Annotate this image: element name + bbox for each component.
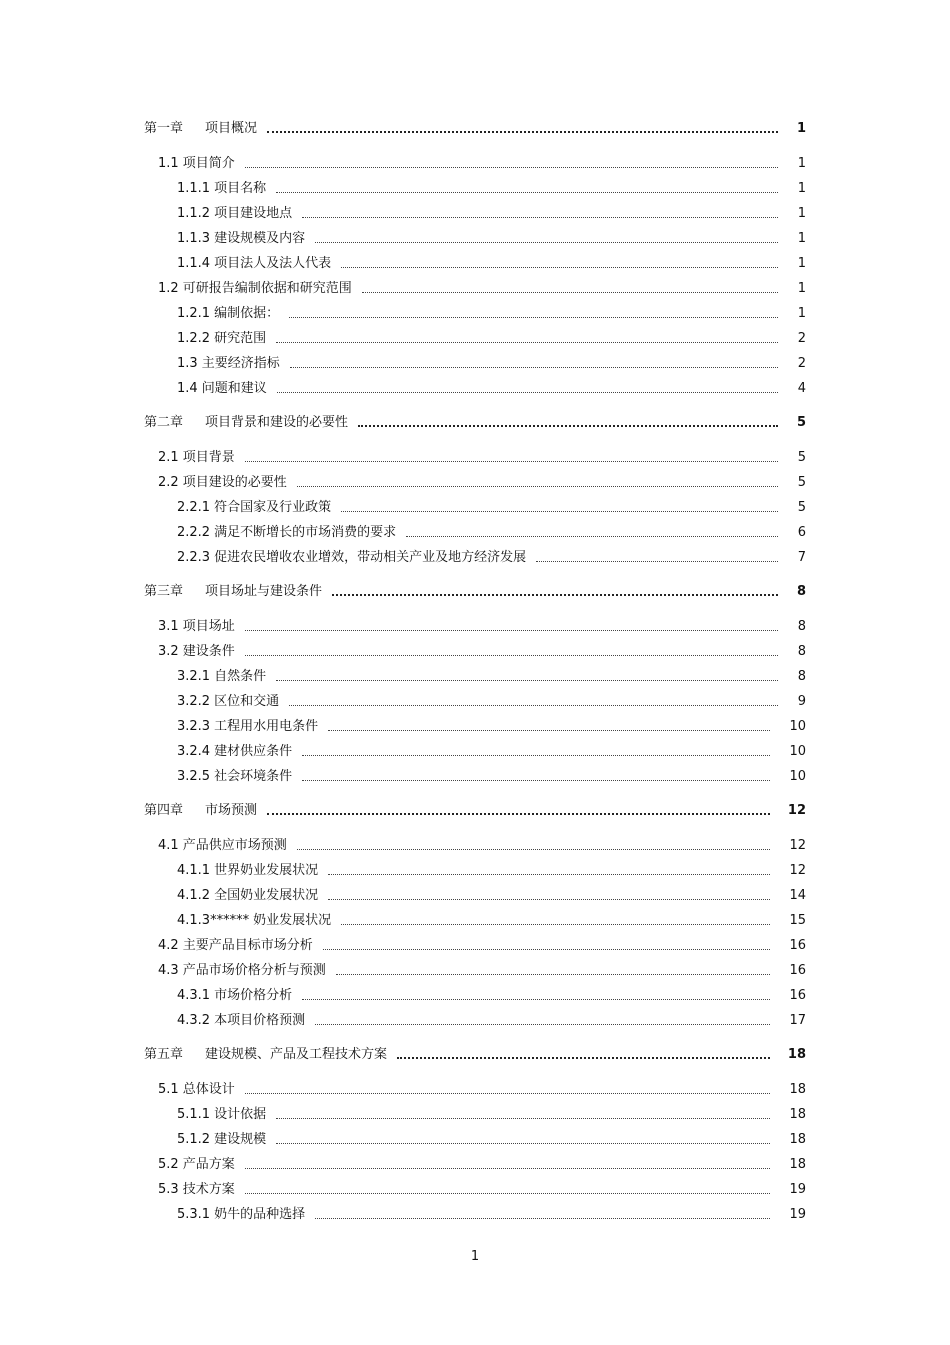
toc-entry-text: 奶牛的品种选择 xyxy=(214,1207,306,1222)
toc-entry-page: 16 xyxy=(789,988,806,1003)
toc-entry-title xyxy=(158,151,235,176)
toc-entry-number: 4.1 xyxy=(158,838,179,853)
toc-entry-number: 5.1.2 xyxy=(177,1132,211,1147)
toc-entry-number: 5.1.1 xyxy=(177,1107,211,1122)
toc-entry-page: 8 xyxy=(797,619,806,634)
toc-entry-number: 4.2 xyxy=(158,938,179,953)
toc-entry-page: 1 xyxy=(797,256,806,271)
toc-entry-number: 第五章 xyxy=(144,1047,184,1062)
dotted-leader xyxy=(362,292,778,293)
toc-entry-text: 项目背景 xyxy=(182,450,235,465)
toc-entry-page: 1 xyxy=(797,181,806,196)
toc-entry-page: 10 xyxy=(789,769,806,784)
toc-entry[interactable] xyxy=(0,1152,950,1177)
toc-entry[interactable] xyxy=(0,1177,950,1202)
toc-entry-title xyxy=(177,301,279,326)
toc-entry-page: 10 xyxy=(789,744,806,759)
toc-entry-text: 总体设计 xyxy=(182,1082,235,1097)
dotted-leader xyxy=(302,999,770,1000)
dotted-leader xyxy=(289,705,778,706)
dotted-leader xyxy=(536,561,778,562)
toc-entry-title xyxy=(144,799,257,823)
toc-entry-title xyxy=(177,1127,266,1152)
toc-entry-title xyxy=(158,833,287,858)
toc-entry-page: 18 xyxy=(789,1107,806,1122)
toc-entry-text: 项目建设的必要性 xyxy=(182,475,287,490)
toc-entry-text: 区位和交通 xyxy=(214,694,280,709)
toc-entry-text: 工程用水用电条件 xyxy=(214,719,319,734)
toc-entry[interactable] xyxy=(0,495,950,520)
toc-entry-text: 自然条件 xyxy=(214,669,267,684)
toc-entry-number: 1.1.1 xyxy=(177,181,211,196)
toc-entry-page: 16 xyxy=(789,938,806,953)
toc-entry-number: 3.2.1 xyxy=(177,669,211,684)
toc-entry-number: 第二章 xyxy=(144,415,184,430)
toc-entry-page: 6 xyxy=(797,525,806,540)
toc-entry-number: 2.2.2 xyxy=(177,525,211,540)
toc-entry-page: 12 xyxy=(789,863,806,878)
toc-entry-number: 2.2.1 xyxy=(177,500,211,515)
toc-entry[interactable] xyxy=(0,226,950,251)
toc-entry-page: 8 xyxy=(796,584,806,599)
toc-entry-number: 1.2 xyxy=(158,281,179,296)
toc-entry-title xyxy=(158,933,313,958)
toc-entry-text: 社会环境条件 xyxy=(214,769,293,784)
toc-entry-title xyxy=(177,739,292,764)
dotted-leader xyxy=(245,167,778,168)
toc-entry-text: 符合国家及行业政策 xyxy=(214,500,332,515)
dotted-leader xyxy=(315,1218,770,1219)
toc-entry-title xyxy=(144,580,322,604)
toc-entry-title xyxy=(177,908,331,933)
toc-entry-title xyxy=(177,495,331,520)
toc-entry-title xyxy=(177,664,266,689)
toc-entry-title xyxy=(158,958,326,983)
toc-entry[interactable] xyxy=(0,351,950,376)
toc-entry-number: 第四章 xyxy=(144,803,184,818)
toc-entry-text: 项目场址与建设条件 xyxy=(205,584,323,599)
toc-entry[interactable] xyxy=(0,639,950,664)
toc-entry-number: 4.1.2 xyxy=(177,888,211,903)
toc-entry-page: 15 xyxy=(789,913,806,928)
toc-entry-title xyxy=(177,1008,305,1033)
dotted-leader xyxy=(332,594,778,596)
dotted-leader xyxy=(276,192,778,193)
toc-entry-title xyxy=(158,470,287,495)
dotted-leader xyxy=(315,242,778,243)
toc-entry-number: 1.2.1 xyxy=(177,306,211,321)
toc-entry[interactable] xyxy=(0,1102,950,1127)
toc-entry-text: 项目概况 xyxy=(205,121,258,136)
toc-entry-text: 产品供应市场预测 xyxy=(182,838,287,853)
toc-entry[interactable] xyxy=(0,376,950,401)
toc-entry-title xyxy=(158,1177,235,1202)
dotted-leader xyxy=(341,511,778,512)
toc-entry-text: 市场预测 xyxy=(205,803,258,818)
toc-entry-number: 1.1 xyxy=(158,156,179,171)
toc-entry-title xyxy=(177,520,396,545)
dotted-leader xyxy=(302,755,770,756)
toc-entry[interactable] xyxy=(0,714,950,739)
toc-entry-title xyxy=(158,445,235,470)
toc-entry[interactable] xyxy=(0,614,950,639)
toc-entry-title xyxy=(158,1077,235,1102)
toc-entry-text: 世界奶业发展状况 xyxy=(214,863,319,878)
toc-entry-number: 5.3 xyxy=(158,1182,179,1197)
toc-entry-number: 第一章 xyxy=(144,121,184,136)
dotted-leader xyxy=(406,536,778,537)
toc-entry-number: 4.1.3****** xyxy=(177,913,250,928)
toc-entry-title xyxy=(158,639,235,664)
toc-entry-title xyxy=(177,251,331,276)
toc-entry[interactable] xyxy=(0,301,950,326)
toc-entry-text: 项目简介 xyxy=(182,156,235,171)
toc-entry-number: 3.2.5 xyxy=(177,769,211,784)
toc-entry[interactable] xyxy=(0,176,950,201)
toc-entry-page: 5 xyxy=(797,500,806,515)
toc-entry-title xyxy=(144,411,348,435)
toc-entry-title xyxy=(177,883,318,908)
toc-entry[interactable] xyxy=(0,833,950,858)
toc-entry-page: 17 xyxy=(789,1013,806,1028)
toc-entry-text: 项目名称 xyxy=(214,181,267,196)
toc-entry-number: 3.2.3 xyxy=(177,719,211,734)
toc-entry-text: 产品市场价格分析与预测 xyxy=(182,963,326,978)
dotted-leader xyxy=(336,974,770,975)
toc-entry-text: 技术方案 xyxy=(182,1182,235,1197)
toc-entry[interactable] xyxy=(0,201,950,226)
toc-entry-text: 项目场址 xyxy=(182,619,235,634)
toc-entry-title xyxy=(177,1102,266,1127)
toc-entry-text: 建材供应条件 xyxy=(214,744,293,759)
toc-entry-page: 4 xyxy=(797,381,806,396)
dotted-leader xyxy=(245,630,778,631)
toc-entry-text: 促进农民增收农业增效，带动相关产业及地方经济发展 xyxy=(214,550,527,565)
dotted-leader xyxy=(276,1143,770,1144)
toc-entry-number: 5.2 xyxy=(158,1157,179,1172)
toc-entry-title xyxy=(177,226,305,251)
toc-entry-page: 18 xyxy=(789,1082,806,1097)
toc-entry-number: 1.4 xyxy=(177,381,198,396)
toc-entry-number: 4.1.1 xyxy=(177,863,211,878)
toc-entry-page: 8 xyxy=(797,644,806,659)
toc-entry-title xyxy=(144,117,257,141)
dotted-leader xyxy=(341,267,778,268)
toc-entry-title xyxy=(177,689,279,714)
toc-entry[interactable] xyxy=(0,326,950,351)
toc-entry-title xyxy=(177,326,266,351)
dotted-leader xyxy=(245,1168,770,1169)
toc-entry-title xyxy=(177,176,266,201)
toc-entry-page: 18 xyxy=(787,1047,806,1062)
toc-chapter-entry[interactable] xyxy=(0,799,950,833)
toc-entry-number: 1.1.2 xyxy=(177,206,211,221)
toc-entry-text: 研究范围 xyxy=(214,331,267,346)
toc-entry-page: 12 xyxy=(789,838,806,853)
toc-entry[interactable] xyxy=(0,1127,950,1152)
toc-entry-number: 3.2.4 xyxy=(177,744,211,759)
dotted-leader xyxy=(297,849,770,850)
toc-entry-number: 1.1.4 xyxy=(177,256,211,271)
toc-entry[interactable] xyxy=(0,1202,950,1227)
toc-entry-page: 10 xyxy=(789,719,806,734)
dotted-leader xyxy=(277,392,778,393)
toc-entry-page: 19 xyxy=(789,1182,806,1197)
toc-entry-text: 建设条件 xyxy=(182,644,235,659)
toc-entry-text: 建设规模、产品及工程技术方案 xyxy=(205,1047,388,1062)
toc-entry-text: 产品方案 xyxy=(182,1157,235,1172)
dotted-leader xyxy=(323,949,770,950)
toc-entry[interactable] xyxy=(0,545,950,570)
toc-entry-title xyxy=(177,764,292,789)
toc-entry-title xyxy=(177,983,292,1008)
toc-entry-text: 设计依据 xyxy=(214,1107,267,1122)
toc-entry-number: 2.2 xyxy=(158,475,179,490)
toc-entry-number: 3.2 xyxy=(158,644,179,659)
dotted-leader xyxy=(290,367,778,368)
toc-entry-text: 项目背景和建设的必要性 xyxy=(205,415,349,430)
toc-chapter-entry[interactable] xyxy=(0,580,950,614)
toc-entry-number: 2.1 xyxy=(158,450,179,465)
toc-entry-number: 2.2.3 xyxy=(177,550,211,565)
dotted-leader xyxy=(245,1093,770,1094)
toc-entry-text: 满足不断增长的市场消费的要求 xyxy=(214,525,397,540)
dotted-leader xyxy=(267,131,778,133)
toc-entry-number: 5.1 xyxy=(158,1082,179,1097)
toc-entry-page: 1 xyxy=(797,231,806,246)
toc-entry-text: 主要经济指标 xyxy=(201,356,280,371)
toc-entry[interactable] xyxy=(0,251,950,276)
toc-entry-text: 项目建设地点 xyxy=(214,206,293,221)
toc-entry-page: 18 xyxy=(789,1132,806,1147)
toc-entry-title xyxy=(158,1152,235,1177)
dotted-leader xyxy=(397,1057,770,1059)
toc-entry-page: 1 xyxy=(797,156,806,171)
toc-entry-number: 1.1.3 xyxy=(177,231,211,246)
toc-entry-page: 1 xyxy=(797,281,806,296)
toc-entry-page: 1 xyxy=(797,206,806,221)
dotted-leader xyxy=(276,342,778,343)
toc-entry-page: 18 xyxy=(789,1157,806,1172)
toc-entry-page: 2 xyxy=(797,331,806,346)
table-of-contents xyxy=(0,117,950,1227)
toc-entry-page: 5 xyxy=(797,475,806,490)
toc-entry[interactable] xyxy=(0,445,950,470)
dotted-leader xyxy=(302,780,770,781)
toc-entry-number: 3.2.2 xyxy=(177,694,211,709)
toc-entry-text: 可研报告编制依据和研究范围 xyxy=(182,281,352,296)
toc-entry[interactable] xyxy=(0,689,950,714)
toc-entry-page: 1 xyxy=(796,121,806,136)
toc-entry-text: 问题和建议 xyxy=(201,381,267,396)
toc-entry-page: 7 xyxy=(797,550,806,565)
toc-entry-text: 建设规模及内容 xyxy=(214,231,306,246)
toc-entry-page: 19 xyxy=(789,1207,806,1222)
toc-chapter-entry[interactable] xyxy=(0,411,950,445)
toc-entry-title xyxy=(158,614,235,639)
toc-entry-number: 4.3 xyxy=(158,963,179,978)
toc-entry[interactable] xyxy=(0,933,950,958)
toc-entry[interactable] xyxy=(0,858,950,883)
toc-entry[interactable] xyxy=(0,664,950,689)
dotted-leader xyxy=(276,1118,770,1119)
toc-entry-text: 本项目价格预测 xyxy=(214,1013,306,1028)
toc-entry-text: 市场价格分析 xyxy=(214,988,293,1003)
toc-entry[interactable] xyxy=(0,1077,950,1102)
toc-entry-title xyxy=(144,1043,387,1067)
toc-entry-page: 8 xyxy=(797,669,806,684)
toc-entry-page: 9 xyxy=(797,694,806,709)
dotted-leader xyxy=(276,680,778,681)
toc-entry-title xyxy=(177,376,267,401)
toc-entry-text: 奶业发展状况 xyxy=(253,913,332,928)
dotted-leader xyxy=(328,874,770,875)
toc-entry-number: 4.3.1 xyxy=(177,988,211,1003)
toc-entry[interactable] xyxy=(0,883,950,908)
toc-entry-title xyxy=(177,714,318,739)
dotted-leader xyxy=(358,425,778,427)
dotted-leader xyxy=(289,317,778,318)
dotted-leader xyxy=(267,813,770,815)
dotted-leader xyxy=(328,730,770,731)
toc-entry-text: 建设规模 xyxy=(214,1132,267,1147)
toc-entry[interactable] xyxy=(0,151,950,176)
dotted-leader xyxy=(245,655,778,656)
toc-entry[interactable] xyxy=(0,1008,950,1033)
toc-entry[interactable] xyxy=(0,520,950,545)
toc-entry[interactable] xyxy=(0,470,950,495)
toc-entry-page: 14 xyxy=(789,888,806,903)
toc-entry[interactable] xyxy=(0,739,950,764)
toc-entry-number: 5.3.1 xyxy=(177,1207,211,1222)
toc-entry-title xyxy=(177,201,292,226)
dotted-leader xyxy=(245,1193,770,1194)
toc-entry[interactable] xyxy=(0,958,950,983)
toc-entry-page: 5 xyxy=(796,415,806,430)
toc-entry-number: 第三章 xyxy=(144,584,184,599)
toc-entry[interactable] xyxy=(0,983,950,1008)
toc-entry-number: 1.2.2 xyxy=(177,331,211,346)
toc-entry-title xyxy=(177,1202,305,1227)
toc-entry-page: 2 xyxy=(797,356,806,371)
toc-entry[interactable] xyxy=(0,908,950,933)
toc-chapter-entry[interactable] xyxy=(0,117,950,151)
toc-entry-text: 项目法人及法人代表 xyxy=(214,256,332,271)
toc-entry-title xyxy=(158,276,352,301)
toc-entry-title xyxy=(177,858,318,883)
dotted-leader xyxy=(341,924,770,925)
dotted-leader xyxy=(328,899,770,900)
toc-entry-number: 4.3.2 xyxy=(177,1013,211,1028)
dotted-leader xyxy=(302,217,778,218)
toc-entry-page: 16 xyxy=(789,963,806,978)
dotted-leader xyxy=(315,1024,770,1025)
dotted-leader xyxy=(245,461,778,462)
toc-entry-page: 5 xyxy=(797,450,806,465)
toc-entry-page: 1 xyxy=(797,306,806,321)
toc-entry-text: 主要产品目标市场分析 xyxy=(182,938,313,953)
toc-entry[interactable] xyxy=(0,276,950,301)
toc-chapter-entry[interactable] xyxy=(0,1043,950,1077)
toc-entry-text: 全国奶业发展状况 xyxy=(214,888,319,903)
toc-entry-text: 编制依据： xyxy=(214,306,280,321)
toc-entry-number: 1.3 xyxy=(177,356,198,371)
toc-entry-page: 12 xyxy=(787,803,806,818)
dotted-leader xyxy=(297,486,778,487)
toc-entry[interactable] xyxy=(0,764,950,789)
page-number-footer: 1 xyxy=(470,1249,480,1264)
toc-entry-title xyxy=(177,545,526,570)
toc-entry-title xyxy=(177,351,280,376)
toc-entry-number: 3.1 xyxy=(158,619,179,634)
